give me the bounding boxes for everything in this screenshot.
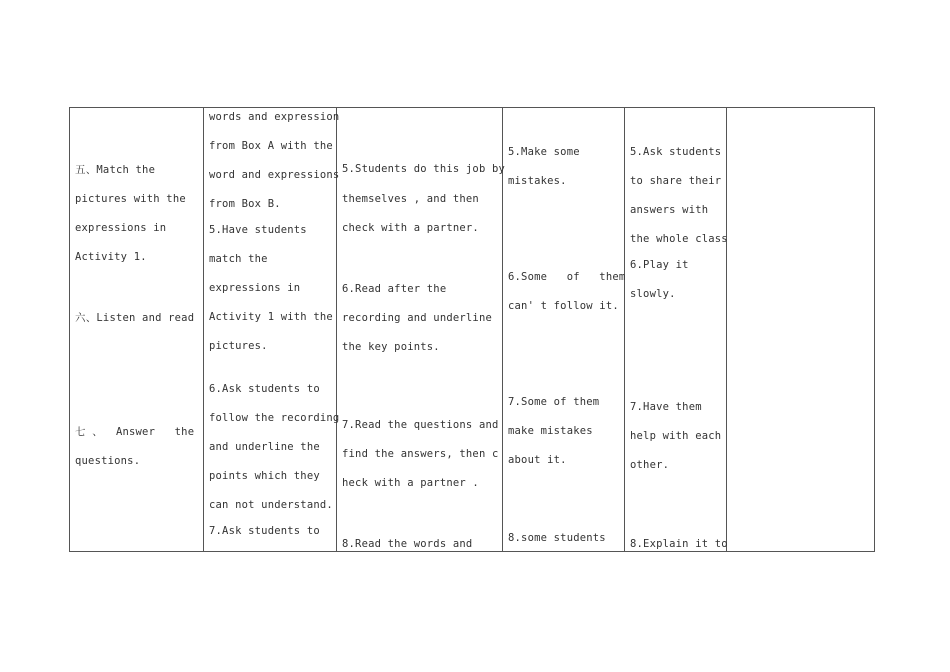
activity-text: follow the recording [209, 412, 340, 424]
solution-text: to share their [630, 175, 722, 187]
activity-text: 6.Ask students to [209, 383, 320, 395]
problem-text: make mistakes [508, 425, 593, 437]
solution-text: 6.Play it [630, 259, 689, 271]
problem-text: 7.Some of them [508, 396, 600, 408]
activity-text: word and expressions [209, 169, 340, 181]
student-text: 8.Read the words and [342, 538, 473, 550]
step-text: pictures with the [75, 193, 186, 205]
activity-text: and underline the [209, 441, 320, 453]
step-text: questions. [75, 455, 141, 467]
activity-text: pictures. [209, 340, 268, 352]
column-divider [203, 108, 204, 551]
student-text: the key points. [342, 341, 440, 353]
solution-text: 8.Explain it to [630, 538, 728, 550]
student-text: 6.Read after the [342, 283, 447, 295]
problem-text: 5.Make some [508, 146, 580, 158]
activity-text: from Box A with the [209, 140, 333, 152]
student-text: heck with a partner . [342, 477, 479, 489]
solution-text: answers with [630, 204, 709, 216]
step-text: Activity 1. [75, 251, 147, 263]
student-text: themselves , and then [342, 193, 479, 205]
activity-text: 7.Ask students to [209, 525, 320, 537]
solution-text: other. [630, 459, 670, 471]
step-text: 五、Match the [75, 164, 156, 176]
problem-text: 8.some students [508, 532, 606, 544]
activity-text: match the [209, 253, 268, 265]
activity-text: expressions in [209, 282, 301, 294]
problem-text: 6.Some of them [508, 271, 626, 283]
column-divider [624, 108, 625, 551]
step-text: 七 、 Answer the [75, 426, 195, 438]
student-text: check with a partner. [342, 222, 479, 234]
solution-text: 5.Ask students [630, 146, 722, 158]
student-text: 7.Read the questions and [342, 419, 499, 431]
activity-text: from Box B. [209, 198, 281, 210]
activity-text: words and expression [209, 111, 340, 123]
solution-text: 7.Have them [630, 401, 702, 413]
activity-text: 5.Have students [209, 224, 307, 236]
problem-text: mistakes. [508, 175, 567, 187]
solution-text: help with each [630, 430, 722, 442]
step-text: expressions in [75, 222, 167, 234]
solution-text: slowly. [630, 288, 676, 300]
solution-text: the whole class [630, 233, 728, 245]
column-divider [726, 108, 727, 551]
problem-text: can' t follow it. [508, 300, 619, 312]
activity-text: points which they [209, 470, 320, 482]
activity-text: Activity 1 with the [209, 311, 333, 323]
student-text: 5.Students do this job by [342, 163, 506, 175]
student-text: recording and underline [342, 312, 492, 324]
student-text: find the answers, then c [342, 448, 499, 460]
step-text: 六、Listen and read [75, 312, 195, 324]
problem-text: about it. [508, 454, 567, 466]
activity-text: can not understand. [209, 499, 333, 511]
